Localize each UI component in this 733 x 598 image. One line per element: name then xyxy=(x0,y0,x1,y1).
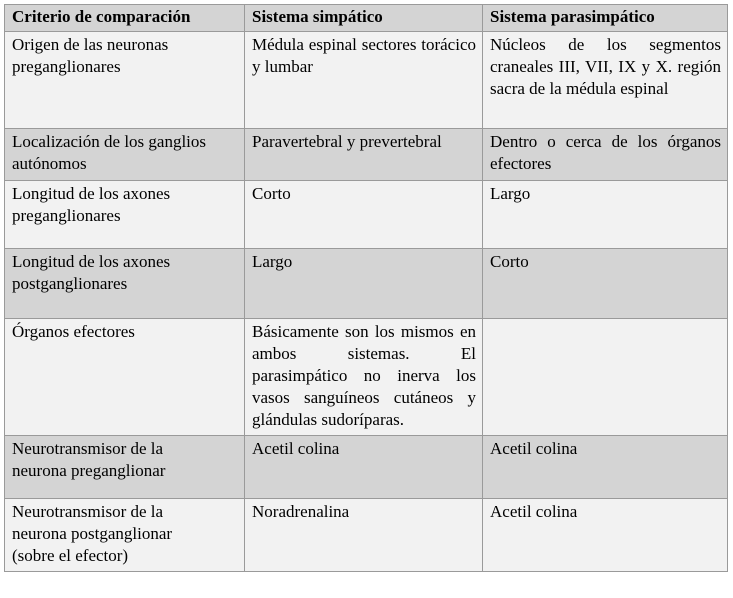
cell-parasimpatico: Dentro o cerca de los órganos efectores xyxy=(483,129,728,181)
cell-simpatico: Corto xyxy=(245,181,483,249)
cell-criterio: Localización de los ganglios autónomos xyxy=(5,129,245,181)
cell-criterio: Neurotransmisor de la neurona postganglionar (sobre el efector) xyxy=(5,499,245,572)
cell-criterio: Longitud de los axones preganglionares xyxy=(5,181,245,249)
table-row xyxy=(5,436,728,499)
cell-parasimpatico: Núcleos de los segmentos craneales III, VII, IX y X. región sacra de la médula espinal xyxy=(483,32,728,129)
cell-parasimpatico: Corto xyxy=(483,249,728,319)
table-row xyxy=(5,181,728,249)
table-row xyxy=(5,499,728,572)
header-simpatico: Sistema simpático xyxy=(245,5,483,32)
cell-criterio: Origen de las neuronas preganglionares xyxy=(5,32,245,129)
table-row xyxy=(5,249,728,319)
cell-parasimpatico: Largo xyxy=(483,181,728,249)
cell-simpatico: Paravertebral y prevertebral xyxy=(245,129,483,181)
table-row xyxy=(5,129,728,181)
cell-simpatico: Médula espinal sectores torácico y lumbar xyxy=(245,32,483,129)
table-row xyxy=(5,319,728,436)
cell-parasimpatico: Acetil colina xyxy=(483,499,728,572)
cell-parasimpatico xyxy=(483,319,728,436)
header-criterio: Criterio de comparación xyxy=(5,5,245,32)
cell-parasimpatico: Acetil colina xyxy=(483,436,728,499)
cell-simpatico: Acetil colina xyxy=(245,436,483,499)
comparison-table-container xyxy=(4,4,727,572)
cell-simpatico: Largo xyxy=(245,249,483,319)
cell-criterio: Longitud de los axones postganglionares xyxy=(5,249,245,319)
cell-criterio: Neurotransmisor de la neurona preganglionar xyxy=(5,436,245,499)
table-header-row xyxy=(5,5,728,32)
cell-simpatico: Noradrenalina xyxy=(245,499,483,572)
cell-simpatico: Básicamente son los mismos en ambos sistemas. El parasimpático no inerva los vasos sanguíneos cutáneos y glándulas sudoríparas. xyxy=(245,319,483,436)
table-row xyxy=(5,32,728,129)
header-parasimpatico: Sistema parasimpático xyxy=(483,5,728,32)
comparison-table xyxy=(4,4,728,572)
cell-criterio: Órganos efectores xyxy=(5,319,245,436)
